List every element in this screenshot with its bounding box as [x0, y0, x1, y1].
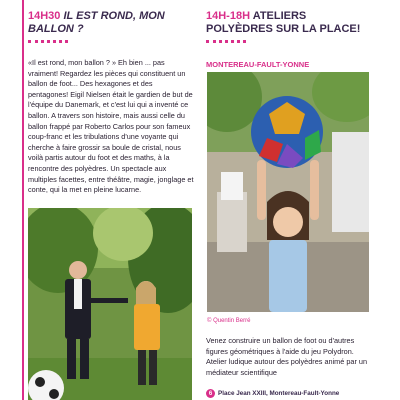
address-text: Place Jean XXIII, Montereau-Fault-Yonne [218, 390, 340, 397]
right-body-text: Venez construire un ballon de foot ou d'autres figures géométriques à l'aide du jeu Polydron. Atelier ludique autour des polyèdres animé par un médiateur scientifique [206, 336, 368, 377]
accent-rule [22, 0, 24, 400]
location-pin-icon: 6 [206, 389, 215, 398]
child-illustration [207, 72, 369, 312]
right-title: ATELIERS POLYÈDRES SUR LA PLACE! [206, 10, 361, 35]
dotted-divider [28, 40, 68, 46]
right-column [206, 0, 374, 397]
left-title: IL EST ROND, MON BALLON ? [28, 10, 165, 35]
performers-photo [28, 208, 192, 400]
left-heading [28, 10, 198, 36]
right-time: 14H-18H [206, 10, 251, 22]
photo-credit: © Quentin Berré [207, 318, 251, 324]
left-body-text: «Il est rond, mon ballon ? » Eh bien ... pas vraiment! Regardez les pièces qui constituent un ballon de foot... Des hexagones et des pentagones! Eigil Nielsen était le gardien de but de l'équipe du Danemark, et c'est lui qui a inventé ce ballon. A travers son histoire, mais aussi celle du ballon frappé par Roberto Carlos pour son fameux coup-franc et les tribulations d'une voyante qui cherche à faire grossir sa boule de cristal, nous voilà partis autour du foot et des maths, à la rencontre des polyèdres. Un spectacle aux multiples facettes, entre théâtre, magie, jonglage et conte, qui la met en pleine lucarne. [28, 58, 194, 195]
address-line [206, 389, 339, 398]
right-location: MONTEREAU-FAULT-YONNE [206, 60, 310, 69]
performers-illustration [28, 208, 192, 400]
left-column [28, 0, 198, 196]
dotted-divider-right [206, 40, 246, 46]
right-heading [206, 10, 374, 36]
left-time: 14H30 [28, 10, 61, 22]
child-with-polyhedron-photo [207, 72, 369, 312]
